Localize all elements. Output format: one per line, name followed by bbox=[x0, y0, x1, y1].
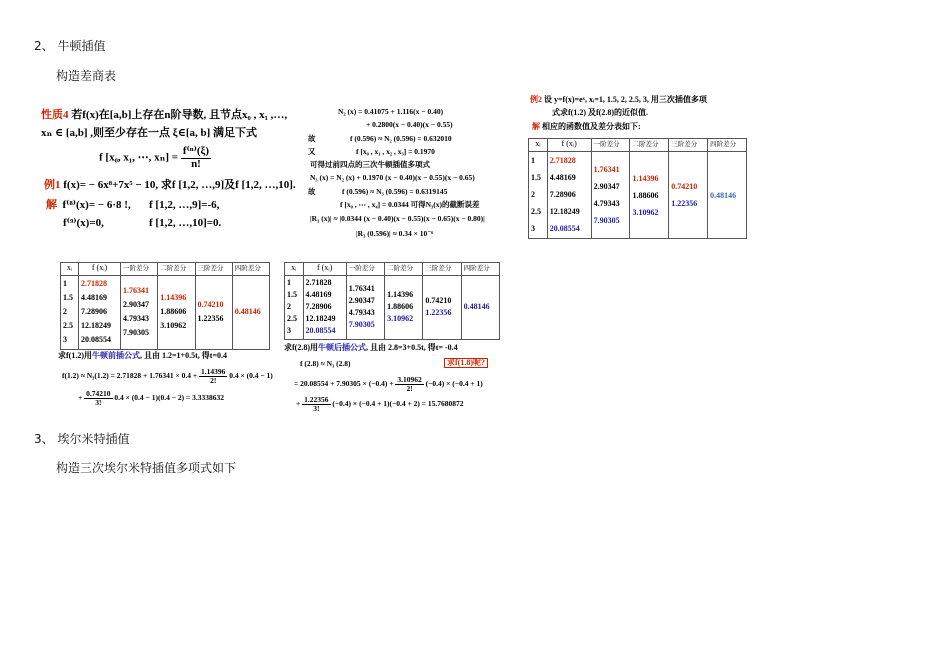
deriv-line-9: |R₃ (x)| ≈ |0.0344 (x − 0.40)(x − 0.55)(x − 0.65)(x − 0.80)| bbox=[310, 214, 485, 223]
x-value: 1 bbox=[531, 156, 535, 165]
example-2-line-2: 式求f(1.2) 及f(2.8)的近似值. bbox=[552, 108, 648, 117]
col-header-d2: 二阶差分 bbox=[630, 139, 669, 152]
f-value: 2.71828 bbox=[305, 278, 332, 287]
col-header-d4: 四阶差分 bbox=[708, 139, 747, 152]
column-d3 bbox=[669, 152, 708, 239]
d3-value: 0.74210 bbox=[671, 182, 698, 191]
col-header-d4: 四阶差分 bbox=[461, 263, 499, 276]
x-value: 3 bbox=[63, 335, 67, 344]
column-d2 bbox=[385, 276, 423, 340]
col-header-d1: 一阶差分 bbox=[591, 139, 630, 152]
deriv-line-10: |R₃ (0.596)| ≈ 0.34 × 10⁻⁶ bbox=[356, 229, 434, 238]
f-value: 7.28906 bbox=[81, 307, 108, 316]
forward-line-1-text: 求f(1.2)用牛顿前插公式, 且由 1.2=1+0.5t, 得t=0.4 bbox=[58, 351, 228, 360]
f-value: 2.71828 bbox=[549, 156, 576, 165]
d3-value: 1.22356 bbox=[425, 308, 452, 317]
f-value: 4.48169 bbox=[81, 293, 108, 302]
property-line-1: 若f(x)在[a,b]上存在n阶导数, 且节点x₀ , x₁ ,…, bbox=[71, 109, 288, 121]
column-d4 bbox=[232, 276, 269, 350]
fwd-formula-keyword: 牛顿前插公式 bbox=[92, 351, 140, 360]
col-header-d2: 二阶差分 bbox=[158, 263, 195, 276]
formula-fraction bbox=[181, 146, 211, 170]
formula-denominator: n! bbox=[191, 157, 201, 170]
f-value: 20.08554 bbox=[549, 224, 580, 233]
d1-value: 1.76341 bbox=[593, 165, 620, 174]
deriv-line-3: f (0.596) ≈ N₂ (0.596) = 0.632010 bbox=[350, 134, 452, 143]
d4-value: 0.48146 bbox=[234, 307, 261, 316]
d3-value: 0.74210 bbox=[197, 300, 224, 309]
col-header-f: f (xᵢ) bbox=[79, 263, 121, 276]
solution-line-2a: f⁽⁹⁾(x)=0, bbox=[63, 217, 104, 229]
column-d4 bbox=[461, 276, 499, 340]
d1-value: 2.90347 bbox=[348, 296, 375, 305]
solution-line-1a: f⁽⁸⁾(x)= − 6·8 !, bbox=[62, 199, 131, 211]
section-2-heading: 2、 牛顿插值 bbox=[34, 39, 106, 53]
example-2-solution-text: 相应的函数值及差分表如下: bbox=[542, 122, 641, 131]
f-value: 7.28906 bbox=[305, 302, 332, 311]
frac-denominator: 3! bbox=[95, 397, 102, 407]
x-value: 3 bbox=[287, 326, 291, 335]
example-2-solution-tag: 解 bbox=[532, 122, 540, 131]
col-header-d3: 三阶差分 bbox=[423, 263, 461, 276]
backward-interpolation-block bbox=[284, 344, 514, 414]
column-f bbox=[547, 152, 591, 239]
forward-line-2 bbox=[62, 368, 273, 385]
d1-value: 1.76341 bbox=[123, 286, 150, 295]
d2-value: 1.14396 bbox=[632, 174, 659, 183]
question-badge: 求f(1.8)呢? bbox=[444, 358, 488, 368]
backward-line-1: 求f(2.8)用牛顿后插公式, 且由 2.8=3+0.5t, 得t= -0.4 bbox=[284, 343, 458, 352]
column-x bbox=[285, 276, 304, 340]
col-header-d4: 四阶差分 bbox=[232, 263, 269, 276]
frac-denominator: 2! bbox=[406, 383, 413, 393]
forward-line-2b: 0.4 × (0.4 − 1) bbox=[229, 371, 273, 381]
deriv-label-gu-1: 故 bbox=[308, 134, 316, 143]
x-value: 1.5 bbox=[287, 290, 297, 299]
d4-value: 0.48146 bbox=[710, 191, 737, 200]
col-header-d3: 三阶差分 bbox=[195, 263, 232, 276]
col-header-d3: 三阶差分 bbox=[669, 139, 708, 152]
col-header-f: f (xᵢ) bbox=[303, 263, 346, 276]
backward-line-4: + $\frac{1.22356}{3!}$ (−0.4) × (−0.4 + 1)(−0.4 + 2) = 15.7680872 bbox=[296, 395, 464, 413]
f-value: 20.08554 bbox=[81, 335, 112, 344]
section-3-heading: 3、 埃尔米特插值 bbox=[34, 432, 130, 446]
forward-line-3: + $\frac{0.74210}{3!}$ 0.4 × (0.4 − 1)(0.4 − 2) = 3.3338632 bbox=[78, 389, 224, 407]
frac-denominator: 3! bbox=[313, 403, 320, 413]
column-d3 bbox=[423, 276, 461, 340]
x-value: 1.5 bbox=[531, 173, 541, 182]
example-2-line-1: 设 y=f(x)=eˣ, xᵢ=1, 1.5, 2, 2.5, 3, 用三次插值多项 bbox=[544, 95, 707, 104]
forward-interpolation-block bbox=[58, 352, 293, 412]
column-d1 bbox=[346, 276, 384, 340]
formula-numerator: f⁽ⁿ⁾(ξ) bbox=[182, 145, 210, 157]
difference-table-backward bbox=[284, 262, 500, 340]
x-value: 3 bbox=[531, 224, 535, 233]
example-1-tag: 例1 bbox=[44, 179, 61, 191]
d3-value: 1.22356 bbox=[671, 199, 698, 208]
frac-numerator: 0.74210 bbox=[86, 389, 111, 398]
d4-value: 0.48146 bbox=[463, 302, 490, 311]
f-value: 12.18249 bbox=[549, 207, 580, 216]
backward-line-4b: (−0.4) × (−0.4 + 1)(−0.4 + 2) = 15.7680872 bbox=[332, 399, 464, 409]
bwd-formula-keyword: 牛顿后插公式 bbox=[318, 343, 366, 352]
d2-value: 3.10962 bbox=[632, 208, 659, 217]
frac-numerator: 3.10962 bbox=[397, 375, 422, 384]
property-line-2: xₙ ∈ [a,b] ,则至少存在一点 ξ∈[a, b] 满足下式 bbox=[41, 127, 258, 139]
d1-value: 4.79343 bbox=[123, 314, 150, 323]
forward-line-1 bbox=[58, 352, 227, 360]
solution-tag: 解 bbox=[46, 199, 57, 211]
d2-value: 1.88606 bbox=[387, 302, 414, 311]
deriv-line-4: f [x₀ , x₁ , x₂ , x₃] = 0.1970 bbox=[356, 147, 435, 156]
d2-value: 1.88606 bbox=[160, 307, 187, 316]
backward-line-3b: (−0.4) × (−0.4 + 1) bbox=[425, 379, 483, 389]
column-f bbox=[303, 276, 346, 340]
d2-value: 1.14396 bbox=[387, 290, 414, 299]
backward-frac-2 bbox=[302, 396, 330, 413]
forward-frac-2 bbox=[84, 390, 112, 407]
f-value: 4.48169 bbox=[305, 290, 332, 299]
f-value: 12.18249 bbox=[305, 314, 336, 323]
d2-value: 3.10962 bbox=[160, 321, 187, 330]
f-value: 20.08554 bbox=[305, 326, 336, 335]
difference-table-forward bbox=[60, 262, 270, 350]
forward-frac-1 bbox=[199, 368, 227, 385]
col-header-x: xᵢ bbox=[285, 263, 304, 276]
column-f bbox=[79, 276, 121, 350]
x-value: 2 bbox=[63, 307, 67, 316]
f-value: 12.18249 bbox=[81, 321, 112, 330]
x-value: 1 bbox=[287, 278, 291, 287]
backward-line-2: f (2.8) ≈ N₃ (2.8) bbox=[300, 359, 351, 368]
d2-value: 1.14396 bbox=[160, 293, 187, 302]
d2-value: 3.10962 bbox=[387, 314, 414, 323]
newton-derivation-block bbox=[308, 108, 523, 243]
x-value: 2 bbox=[531, 190, 535, 199]
example-2-tag: 例2 bbox=[530, 95, 542, 104]
d2-value: 1.88606 bbox=[632, 191, 659, 200]
backward-frac-1 bbox=[395, 376, 423, 393]
column-x bbox=[529, 152, 548, 239]
x-value: 2.5 bbox=[531, 207, 541, 216]
formula-lhs: f [x₀, x₁, ⋯, xₙ] = bbox=[99, 151, 179, 164]
d3-value: 1.22356 bbox=[197, 314, 224, 323]
deriv-line-6: N₃ (x) = N₂ (x) + 0.1970 (x − 0.40)(x − 0.55)(x − 0.65) bbox=[310, 173, 475, 182]
col-header-f: f (xᵢ) bbox=[547, 139, 591, 152]
deriv-line-2: + 0.2800(x − 0.40)(x − 0.55) bbox=[366, 120, 453, 129]
backward-line-3a: = 20.08554 + 7.90305 × (−0.4) + bbox=[294, 379, 394, 389]
forward-line-2a: f(1.2) ≈ N₃(1.2) = 2.71828 + 1.76341 × 0.4 + bbox=[62, 371, 198, 381]
column-d3 bbox=[195, 276, 232, 350]
deriv-line-1: N₂ (x) = 0.41075 + 1.116(x − 0.40) bbox=[338, 107, 444, 116]
column-d4 bbox=[708, 152, 747, 239]
f-value: 2.71828 bbox=[81, 279, 108, 288]
frac-numerator: 1.22356 bbox=[304, 395, 329, 404]
deriv-label-gu-2: 故 bbox=[308, 187, 316, 196]
example-1-text: f(x)= − 6x⁸+7x⁵ − 10, 求f [1,2, …,9]及f [1,2, …,10]. bbox=[63, 179, 296, 191]
d1-value: 7.90305 bbox=[593, 216, 620, 225]
property-formula bbox=[99, 146, 211, 170]
d1-value: 4.79343 bbox=[348, 308, 375, 317]
column-x bbox=[61, 276, 79, 350]
property-tag: 性质4 bbox=[41, 109, 69, 121]
col-header-d1: 一阶差分 bbox=[346, 263, 384, 276]
f-value: 4.48169 bbox=[549, 173, 576, 182]
f-value: 7.28906 bbox=[549, 190, 576, 199]
deriv-line-5: 可得过前四点的三次牛顿插值多项式 bbox=[310, 160, 430, 169]
frac-denominator: 2! bbox=[210, 375, 217, 385]
col-header-x: xᵢ bbox=[529, 139, 548, 152]
d1-value: 2.90347 bbox=[593, 182, 620, 191]
x-value: 1.5 bbox=[63, 293, 73, 302]
d1-value: 7.90305 bbox=[123, 328, 150, 337]
col-header-x: xᵢ bbox=[61, 263, 79, 276]
column-d1 bbox=[121, 276, 158, 350]
d1-value: 4.79343 bbox=[593, 199, 620, 208]
d1-value: 1.76341 bbox=[348, 284, 375, 293]
d1-value: 7.90305 bbox=[348, 320, 375, 329]
col-header-d1: 一阶差分 bbox=[121, 263, 158, 276]
d3-value: 0.74210 bbox=[425, 296, 452, 305]
column-d2 bbox=[158, 276, 195, 350]
deriv-line-8: f [x₀ , ⋯ , x₄] = 0.0344 可得N₃(x)的截断误差 bbox=[340, 200, 480, 209]
deriv-line-7: f (0.596) ≈ N₃ (0.596) = 0.6319145 bbox=[342, 187, 448, 196]
column-d1 bbox=[591, 152, 630, 239]
frac-numerator: 1.14396 bbox=[201, 367, 226, 376]
deriv-label-you: 又 bbox=[308, 147, 316, 156]
column-d2 bbox=[630, 152, 669, 239]
solution-line-1b: f [1,2, …,9]=-6, bbox=[149, 199, 220, 211]
x-value: 2 bbox=[287, 302, 291, 311]
x-value: 2.5 bbox=[63, 321, 73, 330]
section-3-subheading: 构造三次埃尔米特插值多项式如下 bbox=[56, 461, 237, 475]
x-value: 1 bbox=[63, 279, 67, 288]
section-2-subheading: 构造差商表 bbox=[56, 69, 117, 83]
forward-line-3b: 0.4 × (0.4 − 1)(0.4 − 2) = 3.3338632 bbox=[114, 393, 224, 403]
x-value: 2.5 bbox=[287, 314, 297, 323]
col-header-d2: 二阶差分 bbox=[385, 263, 423, 276]
solution-line-2b: f [1,2, …,10]=0. bbox=[149, 217, 222, 229]
difference-table-right bbox=[528, 138, 747, 239]
backward-line-3 bbox=[294, 376, 483, 393]
d1-value: 2.90347 bbox=[123, 300, 150, 309]
